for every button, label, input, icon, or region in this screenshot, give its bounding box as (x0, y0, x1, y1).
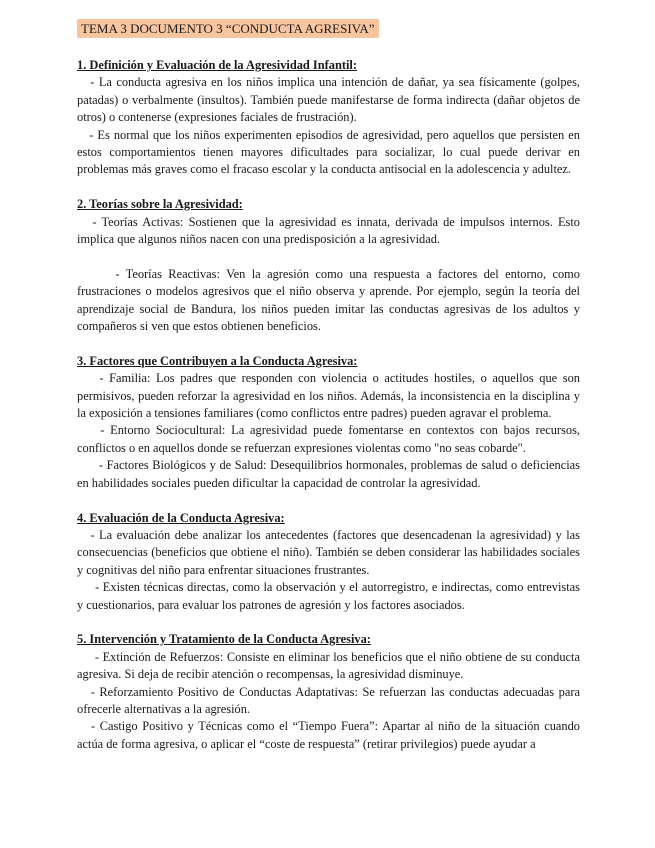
section-1 (77, 57, 584, 179)
paragraph: - La evaluación debe analizar los antecedentes (factores que desencadenan la agresividad) y las consecuencias (beneficios que obtiene el niño). También se deben considerar las habilidades sociales y cognitivas del niño para enfrentar situaciones frustrantes. (77, 527, 584, 577)
paragraph: - Reforzamiento Positivo de Conductas Adaptativas: Se refuerzan las conductas adecuadas para ofrecerle alternativas a la agresión. (77, 684, 584, 716)
section-4 (77, 510, 584, 614)
paragraph: - Castigo Positivo y Técnicas como el “Tiempo Fuera”: Apartar al niño de la situación cuando actúa de forma agresiva, o aplicar el “coste de respuesta” (retirar privilegios) puede ayudar a (77, 719, 584, 751)
paragraph: - Familia: Los padres que responden con violencia o actitudes hostiles, o aquellos que son permisivos, pueden reforzar la agresividad en los niños. Además, la inconsistencia en la disciplina y la exposición a tensiones familiares (como conflictos entre padres) pueden agravar el problema. (77, 371, 584, 421)
paragraph: - Entorno Sociocultural: La agresividad puede fomentarse en contextos con bajos recursos, conflictos o en aquellos donde se refuerzan expresiones violentas como "no seas cobarde". (77, 423, 584, 455)
document-body (77, 57, 584, 771)
section-heading: 1. Definición y Evaluación de la Agresividad Infantil: (77, 58, 357, 72)
paragraph: - Teorías Activas: Sostienen que la agresividad es innata, derivada de impulsos internos. Esto implica que algunos niños nacen con una predisposición a la agresividad. (77, 214, 584, 247)
section-heading: 3. Factores que Contribuyen a la Conducta Agresiva: (77, 353, 358, 368)
section-heading: 4. Evaluación de la Conducta Agresiva: (77, 510, 285, 525)
paragraph: - Factores Biológicos y de Salud: Desequilibrios hormonales, problemas de salud o deficiencias en habilidades sociales pueden dificultar la capacidad de controlar la agresividad. (77, 458, 584, 490)
section-5 (77, 631, 584, 753)
paragraph: - Teorías Reactivas: Ven la agresión como una respuesta a factores del entorno, como frustraciones o modelos agresivos que el niño observa y aprende. Por ejemplo, según la teoría del aprendizaje social de Bandura, los niños pueden imitar las conductas agresivas de los adultos y compañeros si ven que estos obtienen beneficios. (77, 266, 584, 334)
paragraph: - Es normal que los niños experimenten episodios de agresividad, pero aquellos que persisten en estos comportamientos tienen mayores dificultades para socializar, lo cual puede derivar en problemas más graves como el fracaso escolar y la conducta antisocial en la adolescencia y adultez. (77, 127, 584, 177)
section-heading: 5. Intervención y Tratamiento de la Conducta Agresiva: (77, 632, 371, 647)
section-2 (77, 196, 584, 335)
paragraph: - La conducta agresiva en los niños implica una intención de dañar, ya sea físicamente (golpes, patadas) o verbalmente (insultos). También puede manifestarse de forma indirecta (dañar objetos de otros) o contenerse (expresiones faciales de frustración). (77, 75, 584, 125)
section-heading: 2. Teorías sobre la Agresividad: (77, 197, 243, 212)
document-title: TEMA 3 DOCUMENTO 3 “CONDUCTA AGRESIVA” (77, 19, 379, 38)
section-3 (77, 353, 584, 492)
paragraph: - Extinción de Refuerzos: Consiste en eliminar los beneficios que el niño obtiene de su conducta agresiva. Si deja de recibir atención o recompensas, la agresividad disminuye. (77, 649, 584, 682)
paragraph: - Existen técnicas directas, como la observación y el autorregistro, e indirectas, como entrevistas y cuestionarios, para evaluar los patrones de agresión y los factores asociados. (77, 580, 584, 612)
